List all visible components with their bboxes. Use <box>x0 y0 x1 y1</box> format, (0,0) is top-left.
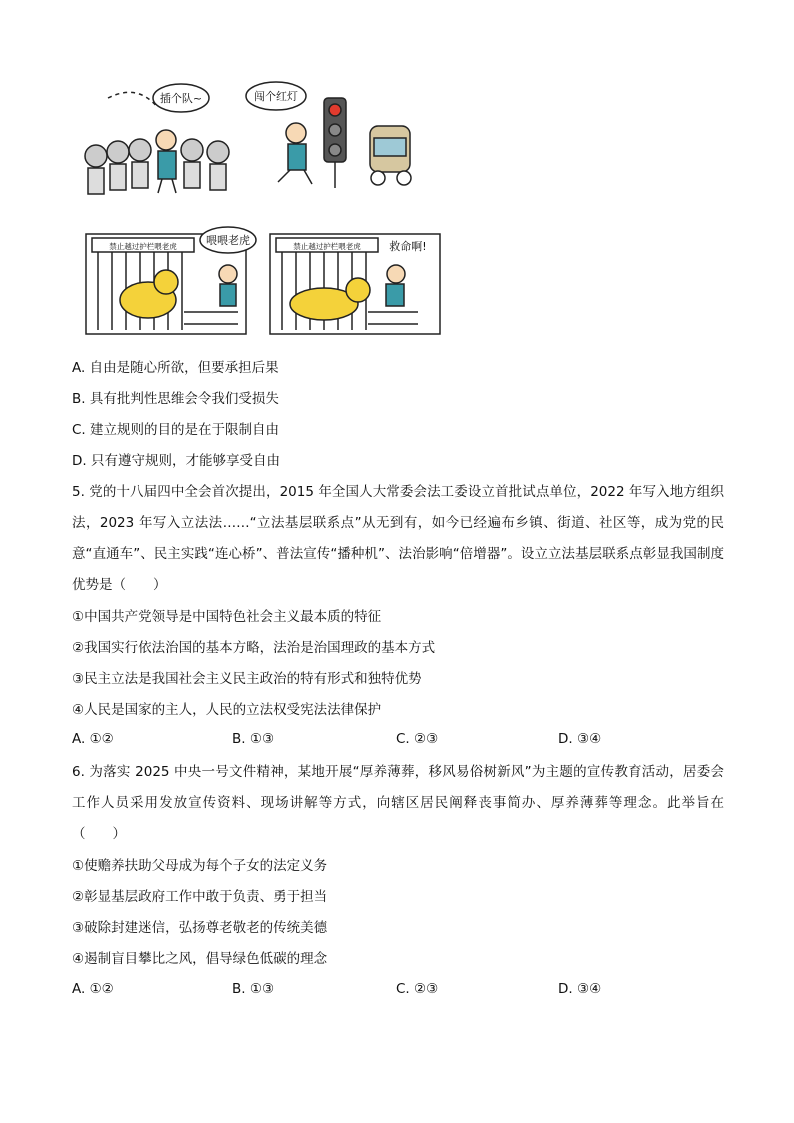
q6-statement-4: ④遏制盲目攀比之风，倡导绿色低碳的理念 <box>72 951 328 967</box>
q6-statement-1: ①使赡养扶助父母成为每个子女的法定义务 <box>72 858 328 874</box>
q6-statement-3: ③破除封建迷信，弘扬尊老敬老的传统美德 <box>72 920 328 936</box>
q5-statement-2: ②我国实行依法治国的基本方略，法治是治国理政的基本方式 <box>72 640 436 656</box>
q5-stem: 5. 党的十八届四中全会首次提出，2015 年全国人大常委会法工委设立首批试点单位，2022 年写入地方组织法，2023 年写入立法法……“立法基层联系点”从无到有，如今已经遍布乡镇、街道、社区等，成为党的民意“直通车”、民主实践“连心桥”、普法宣传“播种机”、法治影响“倍增器”。设立立法基层联系点彰显我国制度优势是（ ） <box>72 484 724 593</box>
q6-choices <box>72 981 724 1001</box>
q5-statement-4: ④人民是国家的主人，人民的立法权受宪法法律保护 <box>72 702 382 718</box>
q6-statement-2: ②彰显基层政府工作中敢于负责、勇于担当 <box>72 889 328 905</box>
comic-sign-4: 禁止越过护栏喂老虎 <box>293 242 361 251</box>
q4-option-c: C. 建立规则的目的是在于限制自由 <box>72 422 280 438</box>
q5-statement-1: ①中国共产党领导是中国特色社会主义最本质的特征 <box>72 609 382 625</box>
comic-speech-4: 救命啊! <box>389 240 427 253</box>
comic-speech-1: 插个队~ <box>159 92 203 105</box>
q4-option-d: D. 只有遵守规则，才能够享受自由 <box>72 453 280 469</box>
q5-choice-a: A. ①② <box>72 731 114 747</box>
q6-choice-a: A. ①② <box>72 981 114 997</box>
comic-speech-3: 喂喂老虎 <box>206 234 250 247</box>
q5-choice-d: D. ③④ <box>558 731 602 747</box>
q4-option-b: B. 具有批判性思维会令我们受损失 <box>72 391 279 407</box>
comic-sign-3: 禁止越过护栏喂老虎 <box>109 242 177 251</box>
comic-illustration <box>78 78 444 340</box>
q5-choice-c: C. ②③ <box>396 731 439 747</box>
q5-choice-b: B. ①③ <box>232 731 275 747</box>
q6-stem: 6. 为落实 2025 中央一号文件精神，某地开展“厚养薄葬，移风易俗树新风”为主题的宣传教育活动，居委会工作人员采用发放宣传资料、现场讲解等方式，向辖区居民阐释丧事简办、厚养薄葬等理念。此举旨在（ ） <box>72 764 724 842</box>
q5-statement-3: ③民主立法是我国社会主义民主政治的特有形式和独特优势 <box>72 671 422 687</box>
q6-choice-d: D. ③④ <box>558 981 602 997</box>
q6-choice-b: B. ①③ <box>232 981 275 997</box>
q5-choices <box>72 731 724 751</box>
comic-speech-2: 闯个红灯 <box>254 90 298 103</box>
q6-choice-c: C. ②③ <box>396 981 439 997</box>
q4-option-a: A. 自由是随心所欲，但要承担后果 <box>72 360 279 376</box>
